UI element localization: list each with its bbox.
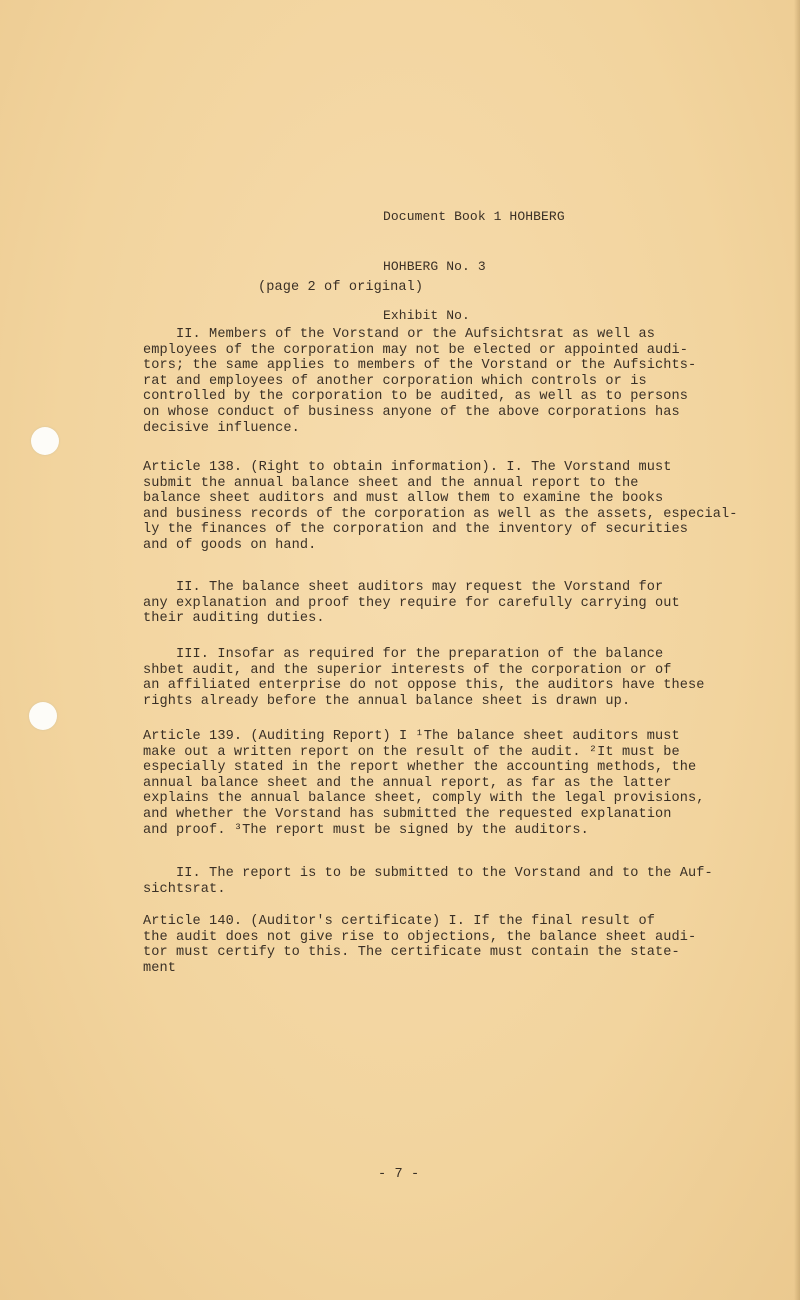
article-139-ii (143, 866, 713, 897)
paper-edge (794, 0, 800, 1300)
text-line: rat and employees of another corporation which controls or is (143, 373, 647, 389)
text-line: rights already before the annual balance sheet is drawn up. (143, 693, 631, 709)
text-line: balance sheet auditors and must allow them to examine the books (143, 491, 664, 507)
header-line: Document Book 1 HOHBERG (383, 209, 565, 224)
article-138 (143, 460, 738, 554)
text-line: and business records of the corporation as well as the assets, especial- (143, 506, 738, 522)
article-138-ii (143, 580, 680, 627)
article-138-iii (143, 647, 705, 709)
text-line: Article 138. (Right to obtain information). I. The Vorstand must (143, 460, 672, 475)
text-line: any explanation and proof they require for carefully carrying out (143, 595, 680, 611)
text-line: III. Insofar as required for the preparation of the balance (143, 647, 664, 662)
text-line: controlled by the corporation to be audited, as well as to persons (143, 389, 688, 405)
page-note: (page 2 of original) (258, 280, 424, 295)
text-line: annual balance sheet and the annual report, as far as the latter (143, 775, 672, 791)
header-line: HOHBERG No. 3 (383, 258, 486, 274)
text-line: submit the annual balance sheet and the annual report to the (143, 475, 639, 491)
text-line: and of goods on hand. (143, 537, 317, 553)
text-line: on whose conduct of business anyone of the above corporations has (143, 404, 680, 420)
text-line: their auditing duties. (143, 611, 325, 627)
text-line: employees of the corporation may not be elected or appointed audi- (143, 342, 688, 358)
text-line: tors; the same applies to members of the Vorstand or the Aufsichts- (143, 358, 697, 374)
article-140 (143, 914, 696, 976)
text-line: Article 139. (Auditing Report) I ¹The balance sheet auditors must (143, 729, 680, 744)
header-line: Exhibit No. (383, 308, 470, 323)
text-line: tor must certify to this. The certificate must contain the state- (143, 945, 680, 961)
text-line: explains the annual balance sheet, comply with the legal provisions, (143, 791, 705, 807)
text-line: the audit does not give rise to objections, the balance sheet audi- (143, 929, 697, 945)
text-line: make out a written report on the result of the audit. ²It must be (143, 744, 680, 760)
text-line: sichtsrat. (143, 881, 226, 897)
article-139 (143, 729, 705, 838)
text-line: and proof. ³The report must be signed by the auditors. (143, 822, 589, 838)
text-line: ly the finances of the corporation and the inventory of securities (143, 522, 688, 538)
para-ii-members (143, 327, 696, 436)
text-line: shbet audit, and the superior interests of the corporation or of (143, 662, 672, 678)
punch-hole (31, 427, 59, 455)
text-line: Article 140. (Auditor's certificate) I. If the final result of (143, 914, 655, 929)
text-line: and whether the Vorstand has submitted the requested explanation (143, 806, 672, 822)
page-number: - 7 - (378, 1167, 420, 1182)
text-line: ment (143, 960, 177, 976)
text-line: II. The report is to be submitted to the Vorstand and to the Auf- (143, 866, 713, 881)
document-header (383, 176, 565, 341)
text-line: decisive influence. (143, 420, 300, 436)
text-line: II. Members of the Vorstand or the Aufsichtsrat as well as (143, 327, 655, 342)
text-line: especially stated in the report whether the accounting methods, the (143, 760, 697, 776)
text-line: an affiliated enterprise do not oppose this, the auditors have these (143, 678, 705, 694)
text-line: II. The balance sheet auditors may request the Vorstand for (143, 580, 664, 595)
punch-hole (29, 702, 57, 730)
